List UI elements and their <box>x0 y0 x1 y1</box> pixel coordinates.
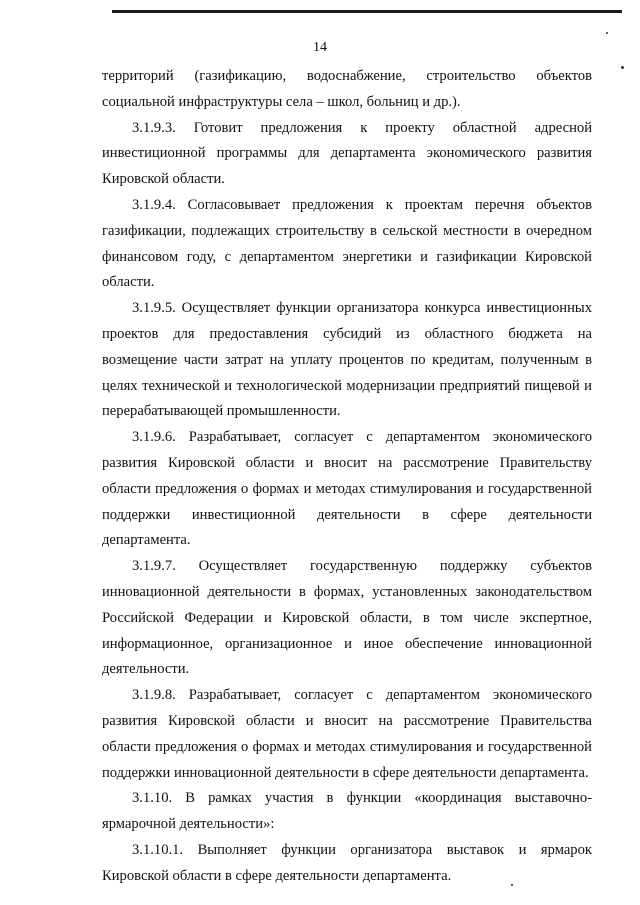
header-rule <box>112 10 622 13</box>
paragraph-3-1-9-5: 3.1.9.5. Осуществляет функции организатора конкурса инвестиционных проектов для предоставления субсидий из областного бюджета на возмещение части затрат на уплату процентов по кредитам, полученным в целях технической и технологической модернизации предприятий пищевой и перерабатывающей промышленности. <box>102 300 592 420</box>
page-number: 14 <box>313 40 327 55</box>
paragraph-3-1-9-6: 3.1.9.6. Разрабатывает, согласует с департаментом экономического развития Кировской области и вносит на рассмотрение Правительству области предложения о формах и методах стимулирования и государственной поддержки инвестиционной деятельности в сфере деятельности департамента. <box>102 429 592 549</box>
paragraph-3-1-9-3: 3.1.9.3. Готовит предложения к проекту областной адресной инвестиционной программы для департамента экономического развития Кировской области. <box>102 119 592 188</box>
paragraph-3-1-10: 3.1.10. В рамках участия в функции «координация выставочно-ярмарочной деятельности»: <box>102 790 592 833</box>
paragraph-3-1-9-8: 3.1.9.8. Разрабатывает, согласует с департаментом экономического развития Кировской области и вносит на рассмотрение Правительства области предложения о формах и методах стимулирования и государственной поддержки инновационной деятельности в сфере деятельности департамента. <box>102 687 592 781</box>
scan-speck <box>606 32 608 34</box>
paragraph-3-1-10-1: 3.1.10.1. Выполняет функции организатора выставок и ярмарок Кировской области в сфере деятельности департамента. <box>102 841 592 884</box>
scan-speck <box>621 66 624 69</box>
paragraph-3-1-9-4: 3.1.9.4. Согласовывает предложения к проектам перечня объектов газификации, подлежащих строительству в сельской местности в очередном финансовом году, с департаментом энергетики и газификации Кировской области. <box>102 196 592 291</box>
document-body <box>102 64 592 890</box>
paragraph-continuation: территорий (газификацию, водоснабжение, строительство объектов социальной инфраструктуры села – школ, больниц и др.). <box>102 68 592 110</box>
scan-speck <box>511 884 513 886</box>
paragraph-3-1-9-7: 3.1.9.7. Осуществляет государственную поддержку субъектов инновационной деятельности в формах, установленных законодательством Российской Федерации и Кировской области, в том числе экспертное, информационное, организационное и иное обеспечение инновационной деятельности. <box>102 558 592 678</box>
